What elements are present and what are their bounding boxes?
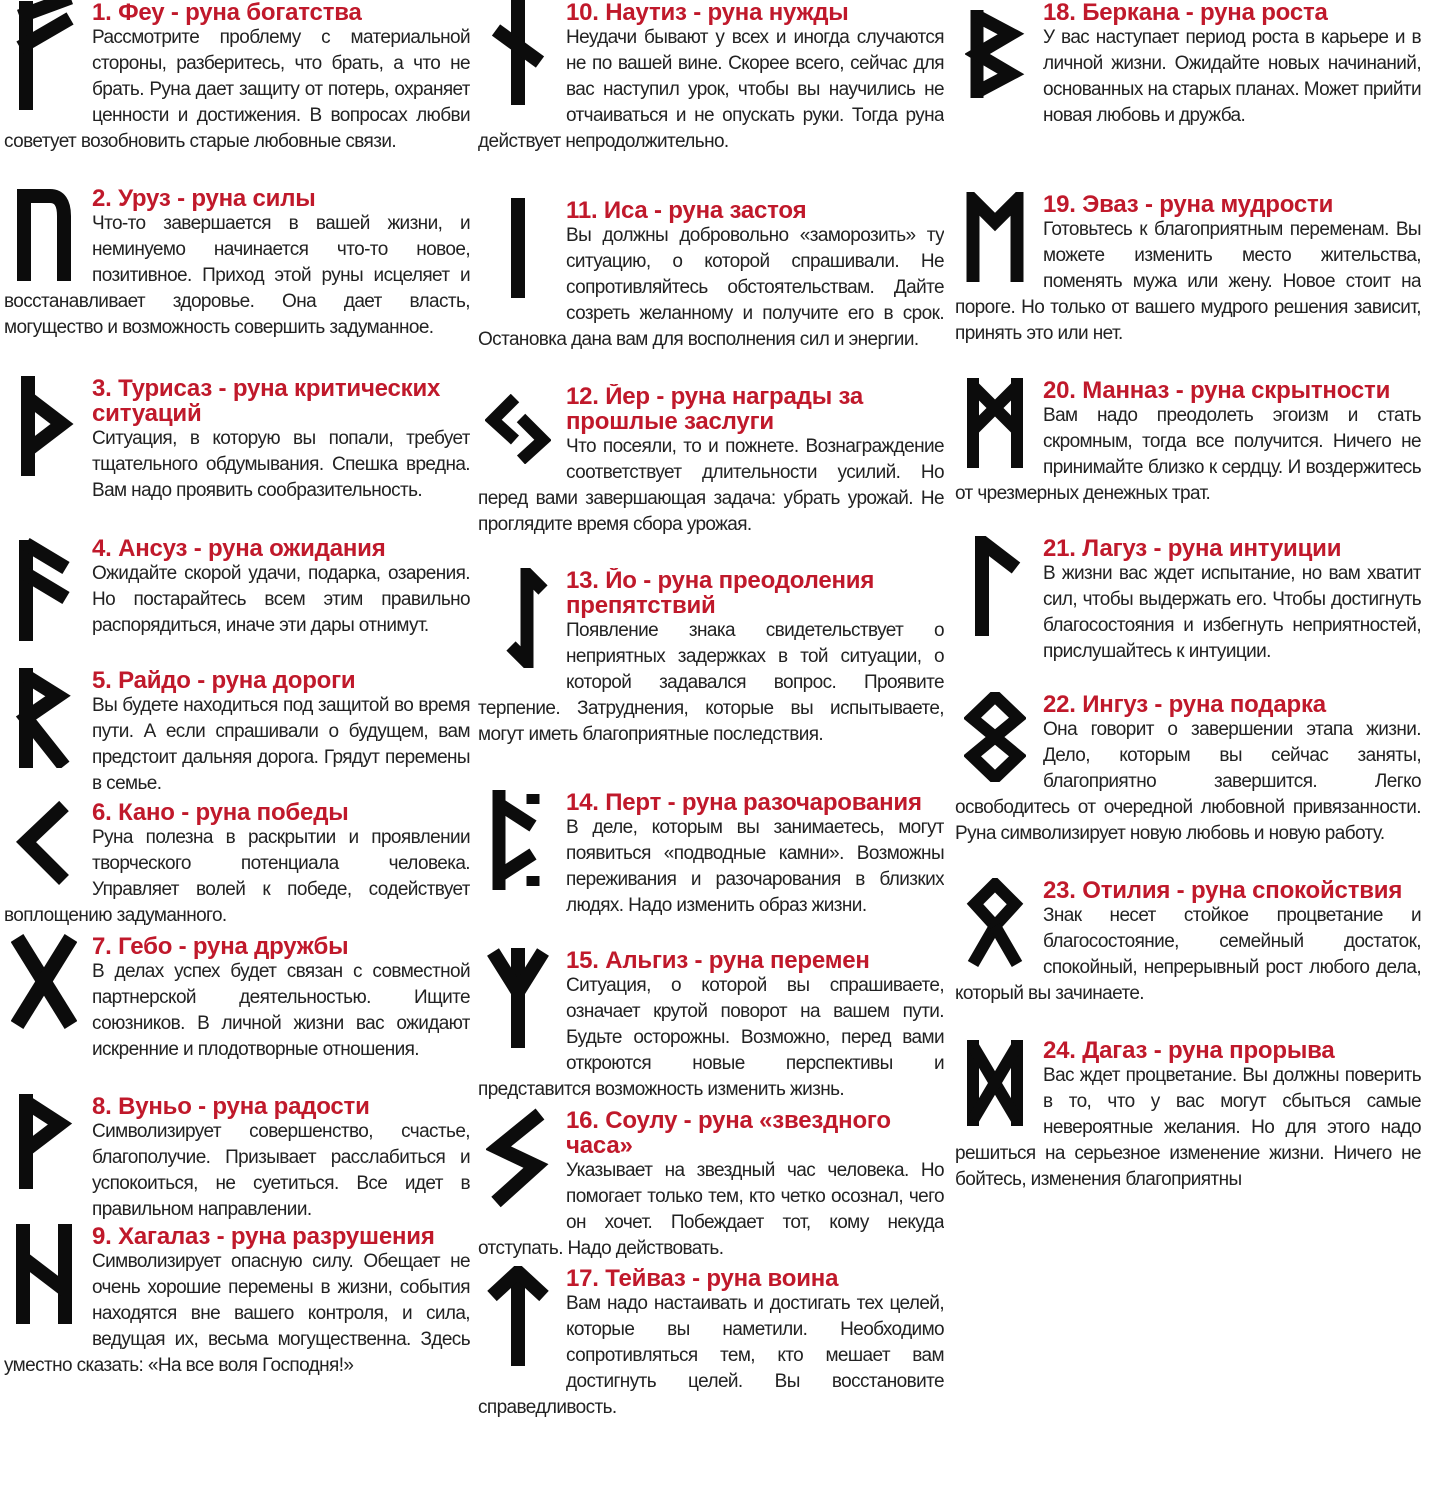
- column-3: [955, 0, 1421, 1238]
- kano-icon: [4, 800, 84, 900]
- rune-text: Вас ждет процветание. Вы должны поверить в то, что у вас могут сбыться самые невероятные желания. Но для этого надо решиться на серьезное изменение жизни. Ничего не бойтесь, изменения благоприятны: [955, 1065, 1421, 1190]
- rune-title: 20. Манназ - руна скрытности: [1043, 378, 1391, 404]
- raido-icon: [4, 668, 84, 778]
- othila-icon: [955, 878, 1035, 978]
- rune-entry-inguz: [955, 692, 1421, 878]
- rune-text: Она говорит о завершении этапа жизни. Дело, которым вы сейчас заняты, благоприятно завершится. Легко освободитесь от очередной любовной привязанности. Руна символизирует новую любовь и новую работу.: [955, 719, 1421, 844]
- rune-entry-berkana: [955, 0, 1421, 192]
- rune-entry-jera: [478, 384, 944, 568]
- uruz-icon: [4, 186, 84, 286]
- rune-entry-othila: [955, 878, 1421, 1038]
- rune-text: Ожидайте скорой удачи, подарка, озарения. Но постарайтесь всем этим правильно распорядиться, иначе эти дары отнимут.: [92, 563, 470, 636]
- rune-entry-sowilo: [478, 1108, 944, 1266]
- rune-title: 18. Беркана - руна роста: [1043, 0, 1328, 26]
- rune-title: 1. Феу - руна богатства: [92, 0, 362, 26]
- wunjo-icon: [4, 1094, 84, 1199]
- rune-title: 15. Альгиз - руна перемен: [566, 948, 870, 974]
- inguz-icon: [955, 692, 1035, 792]
- tiwaz-icon: [478, 1266, 558, 1376]
- column-1: [4, 0, 470, 1424]
- rune-text: Знак несет стойкое процветание и благосостояние, семейный достаток, спокойный, непрерывный рост любого дела, который вы зачинаете.: [955, 905, 1421, 1004]
- rune-entry-nauthiz: [478, 0, 944, 198]
- rune-title: 13. Йо - руна преодоления препятствий: [566, 568, 875, 619]
- rune-text: Появление знака свидетельствует о неприятных задержках в той ситуации, о которой задавался вопрос. Проявите терпение. Затруднения, которые вы испытываете, могут иметь благоприятные последствия.: [478, 620, 944, 745]
- rune-entry-ansuz: [4, 536, 470, 668]
- jera-icon: [478, 384, 558, 474]
- rune-entry-thurisaz: [4, 376, 470, 536]
- rune-entry-wunjo: [4, 1094, 470, 1224]
- ehwaz-icon: [955, 192, 1035, 292]
- rune-entry-laguz: [955, 536, 1421, 692]
- rune-title: 17. Тейваз - руна воина: [566, 1266, 839, 1292]
- rune-title: 9. Хагалаз - руна разрушения: [92, 1224, 435, 1250]
- rune-text: В жизни вас ждет испытание, но вам хватит сил, чтобы выдержать его. Чтобы достигнуть благосостояния и избегнуть неприятностей, прислушайтесь к интуиции.: [1043, 563, 1421, 662]
- rune-title: 14. Перт - руна разочарования: [566, 790, 922, 816]
- rune-title: 4. Ансуз - руна ожидания: [92, 536, 386, 562]
- rune-entry-gebo: [4, 934, 470, 1094]
- laguz-icon: [955, 536, 1035, 646]
- rune-title: 16. Соулу - руна «звездного часа»: [566, 1108, 891, 1159]
- column-2: [478, 0, 944, 1426]
- rune-text: Указывает на звездный час человека. Но помогает только тем, кто четко осознал, чего он хочет. Побеждает тот, кому некуда отступать. Надо действовать.: [478, 1160, 944, 1259]
- rune-title: 19. Эваз - руна мудрости: [1043, 192, 1334, 218]
- rune-text: Ситуация, в которую вы попали, требует тщательного обдумывания. Спешка вредна. Вам надо проявить сообразительность.: [92, 428, 470, 501]
- rune-title: 7. Гебо - руна дружбы: [92, 934, 349, 960]
- rune-text: Рассмотрите проблему с материальной стороны, разберитесь, что брать, а что не брать. Руна дает защиту от потерь, охраняет ценности и достижения. В вопросах любви советует возобновить старые любовные связи.: [4, 27, 470, 152]
- rune-entry-ehwaz: [955, 192, 1421, 378]
- rune-entry-raido: [4, 668, 470, 800]
- rune-entry-kano: [4, 800, 470, 934]
- rune-entry-perthro: [478, 790, 944, 948]
- rune-text: В делах успех будет связан с совместной партнерской деятельностью. Ищите союзников. В личной жизни вас ожидают искренние и плодотворные отношения.: [92, 961, 470, 1060]
- rune-title: 22. Ингуз - руна подарка: [1043, 692, 1326, 718]
- rune-text: Неудачи бывают у всех и иногда случаются не по вашей вине. Скорее всего, сейчас для вас наступил урок, чтобы вы научились не отчаиваться и не опускать руки. Тогда руна действует непродолжительно.: [478, 27, 944, 152]
- hagalaz-icon: [4, 1224, 84, 1334]
- rune-text: У вас наступает период роста в карьере и в личной жизни. Ожидайте новых начинаний, основанных на старых планах. Может прийти новая любовь и дружба.: [1043, 27, 1421, 126]
- rune-title: 8. Вуньо - руна радости: [92, 1094, 370, 1120]
- rune-text: Символизирует совершенство, счастье, благополучие. Призывает расслабиться и успокоиться, не суетиться. Все идет в правильном направлении.: [92, 1121, 470, 1220]
- sowilo-icon: [478, 1108, 558, 1218]
- rune-text: Что посеяли, то и пожнете. Вознаграждение соответствует длительности усилий. Но перед вами завершающая задача: убрать урожай. Не проглядите время сбора урожая.: [478, 436, 944, 535]
- thurisaz-icon: [4, 376, 84, 486]
- rune-entry-algiz: [478, 948, 944, 1108]
- berkana-icon: [955, 0, 1035, 110]
- rune-title: 12. Йер - руна награды за прошлые заслуги: [566, 384, 864, 435]
- fehu-icon: [4, 0, 84, 120]
- rune-text: Вам надо преодолеть эгоизм и стать скромным, тогда все получится. Ничего не принимайте близко к сердцу. И воздержитесь от чрезмерных денежных трат.: [955, 405, 1421, 504]
- rune-entry-eihwaz: [478, 568, 944, 790]
- rune-entry-fehu: [4, 0, 470, 186]
- rune-title: 2. Уруз - руна силы: [92, 186, 316, 212]
- rune-entry-uruz: [4, 186, 470, 376]
- rune-text: Символизирует опасную силу. Обещает не очень хорошие перемены в жизни, события находятся вне вашего контроля, и сила, ведущая их, весьма могущественна. Здесь уместно сказать: «На все воля Господня!»: [4, 1251, 470, 1376]
- rune-title: 3. Турисаз - руна критических ситуаций: [92, 376, 441, 427]
- rune-title: 23. Отилия - руна спокойствия: [1043, 878, 1403, 904]
- gebo-icon: [4, 934, 84, 1044]
- algiz-icon: [478, 948, 558, 1058]
- rune-text: Вы должны добровольно «заморозить» ту ситуацию, о которой спрашивали. Не сопротивляйтесь обстоятельствам. Дайте созреть желанному и получите его в срок. Остановка дана вам для восполнения сил и энергии.: [478, 225, 944, 350]
- rune-text: Вам надо настаивать и достигать тех целей, которые вы наметили. Необходимо сопротивляться тем, кто мешает вам достигнуть целей. Вы восстановите справедливость.: [478, 1293, 944, 1418]
- rune-title: 10. Наутиз - руна нужды: [566, 0, 849, 26]
- nauthiz-icon: [478, 0, 558, 110]
- rune-entry-isa: [478, 198, 944, 384]
- rune-entry-hagalaz: [4, 1224, 470, 1424]
- rune-title: 11. Иса - руна застоя: [566, 198, 807, 224]
- perthro-icon: [478, 790, 558, 900]
- mannaz-icon: [955, 378, 1035, 478]
- rune-entry-tiwaz: [478, 1266, 944, 1426]
- rune-text: В деле, которым вы занимаетесь, могут появиться «подводные камни». Возможны переживания и разочарования в близких людях. Надо изменить образ жизни.: [566, 817, 944, 916]
- rune-title: 21. Лагуз - руна интуиции: [1043, 536, 1342, 562]
- rune-title: 6. Кано - руна победы: [92, 800, 349, 826]
- rune-text: Вы будете находиться под защитой во время пути. А если спрашивали о будущем, вам предстоит дальняя дорога. Грядут перемены в семье.: [92, 695, 470, 794]
- rune-entry-mannaz: [955, 378, 1421, 536]
- isa-icon: [478, 198, 558, 303]
- dagaz-icon: [955, 1038, 1035, 1138]
- rune-title: 5. Райдо - руна дороги: [92, 668, 356, 694]
- eihwaz-icon: [478, 568, 558, 678]
- ansuz-icon: [4, 536, 84, 646]
- rune-entry-dagaz: [955, 1038, 1421, 1238]
- rune-text: Готовьтесь к благоприятным переменам. Вы можете изменить место жительства, поменять мужа или жену. Новое стоит на пороге. Но только от вашего мудрого решения зависит, принять это или нет.: [955, 219, 1421, 344]
- rune-text: Ситуация, о которой вы спрашиваете, означает крутой поворот на вашем пути. Будьте осторожны. Возможно, перед вами откроются новые перспективы и представится возможность изменить жизнь.: [478, 975, 944, 1100]
- rune-title: 24. Дагаз - руна прорыва: [1043, 1038, 1335, 1064]
- rune-text: Что-то завершается в вашей жизни, и неминуемо начинается что-то новое, позитивное. Приход этой руны исцеляет и восстанавливает здоровье. Она дает власть, могущество и возможность совершить задуманное.: [4, 213, 470, 338]
- rune-text: Руна полезна в раскрытии и проявлении творческого потенциала человека. Управляет волей к победе, содействует воплощению задуманного.: [4, 827, 470, 926]
